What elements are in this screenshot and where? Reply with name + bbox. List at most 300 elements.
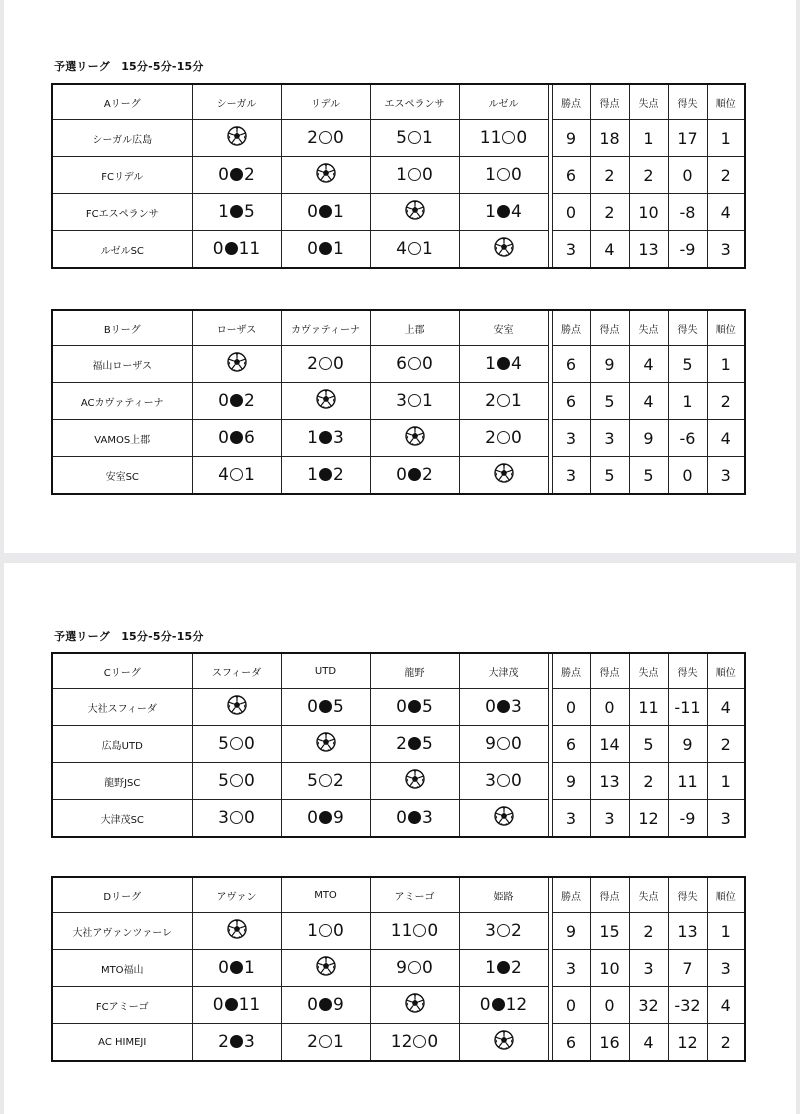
score-own: 0 — [212, 995, 224, 1015]
loss-dot-icon — [492, 998, 505, 1011]
stat-value: 3 — [590, 420, 629, 457]
stat-value: 4 — [590, 231, 629, 269]
table-row — [52, 950, 745, 987]
soccer-ball-icon — [316, 956, 336, 981]
soccer-ball-icon — [405, 426, 425, 451]
self-match-cell — [192, 913, 281, 950]
league-table — [51, 83, 746, 269]
score-opponent: 1 — [422, 128, 433, 148]
match-score — [281, 231, 370, 269]
stat-value: 2 — [590, 194, 629, 231]
win-circle-icon — [413, 924, 426, 937]
team-name: FCリデル — [52, 157, 192, 194]
loss-dot-icon — [230, 961, 243, 974]
self-match-cell — [192, 346, 281, 383]
score-own: 9 — [396, 958, 407, 978]
match-score — [370, 457, 459, 495]
loss-dot-icon — [230, 1035, 243, 1048]
stat-value: 10 — [629, 194, 668, 231]
win-circle-icon — [319, 357, 332, 370]
opponent-header: スフィーダ — [192, 653, 281, 689]
score-opponent: 0 — [427, 921, 439, 941]
stat-value: 11 — [629, 689, 668, 726]
match-score — [370, 120, 459, 157]
stat-value: 0 — [552, 987, 590, 1024]
score-opponent: 3 — [333, 428, 344, 448]
table-row — [52, 383, 745, 420]
soccer-ball-icon — [405, 769, 425, 794]
score-own: 0 — [307, 808, 318, 828]
match-score — [192, 800, 281, 838]
loss-dot-icon — [319, 700, 332, 713]
stat-value: 3 — [707, 457, 745, 495]
league-name: Aリーグ — [52, 84, 192, 120]
table-row — [52, 763, 745, 800]
opponent-header: ローザス — [192, 310, 281, 346]
loss-dot-icon — [319, 998, 332, 1011]
score-opponent: 0 — [333, 128, 344, 148]
match-score — [281, 120, 370, 157]
opponent-header: 龍野 — [370, 653, 459, 689]
win-circle-icon — [497, 394, 510, 407]
score-own: 0 — [218, 958, 229, 978]
stat-value: 17 — [668, 120, 707, 157]
score-opponent: 3 — [422, 808, 433, 828]
score-own: 0 — [307, 995, 318, 1015]
self-match-cell — [281, 157, 370, 194]
score-opponent: 1 — [244, 958, 255, 978]
loss-dot-icon — [230, 168, 243, 181]
match-score — [459, 157, 548, 194]
soccer-ball-icon — [494, 806, 514, 831]
team-name: 広島UTD — [52, 726, 192, 763]
stat-header: 得点 — [590, 877, 629, 913]
stat-value: 0 — [552, 689, 590, 726]
loss-dot-icon — [319, 242, 332, 255]
stat-value: 2 — [707, 726, 745, 763]
loss-dot-icon — [225, 242, 238, 255]
win-circle-icon — [319, 924, 332, 937]
team-name: 福山ローザス — [52, 346, 192, 383]
team-name: 大津茂SC — [52, 800, 192, 838]
score-own: 2 — [218, 1032, 229, 1052]
match-score — [370, 346, 459, 383]
league-table — [51, 876, 746, 1062]
score-opponent: 0 — [244, 734, 255, 754]
league-header-row — [52, 653, 745, 689]
stat-value: 13 — [668, 913, 707, 950]
score-own: 4 — [218, 465, 229, 485]
sheet-1 — [4, 0, 796, 553]
match-score — [459, 950, 548, 987]
score-own: 5 — [218, 734, 229, 754]
score-opponent: 0 — [427, 1032, 439, 1052]
self-match-cell — [281, 726, 370, 763]
team-name: ACカヴァティーナ — [52, 383, 192, 420]
match-score — [459, 763, 548, 800]
loss-dot-icon — [408, 811, 421, 824]
score-own: 1 — [307, 921, 318, 941]
self-match-cell — [370, 194, 459, 231]
soccer-ball-icon — [316, 732, 336, 757]
score-opponent: 0 — [511, 771, 522, 791]
score-own: 2 — [307, 354, 318, 374]
loss-dot-icon — [408, 700, 421, 713]
opponent-header: ルゼル — [459, 84, 548, 120]
stat-value: 5 — [590, 457, 629, 495]
stat-value: 9 — [552, 763, 590, 800]
stat-header: 順位 — [707, 310, 745, 346]
stat-header: 失点 — [629, 877, 668, 913]
stat-value: 3 — [707, 800, 745, 838]
stat-value: 9 — [629, 420, 668, 457]
team-name: MTO福山 — [52, 950, 192, 987]
table-row — [52, 457, 745, 495]
stat-value: 13 — [590, 763, 629, 800]
win-circle-icon — [319, 1035, 332, 1048]
score-own: 9 — [485, 734, 496, 754]
stat-value: 2 — [707, 157, 745, 194]
score-opponent: 0 — [422, 354, 433, 374]
score-opponent: 1 — [333, 202, 344, 222]
stat-value: 7 — [668, 950, 707, 987]
stat-value: 16 — [590, 1024, 629, 1062]
score-own: 3 — [218, 808, 229, 828]
score-opponent: 3 — [511, 697, 522, 717]
stat-value: 5 — [629, 457, 668, 495]
score-opponent: 0 — [333, 921, 344, 941]
score-own: 1 — [485, 354, 496, 374]
stat-value: -11 — [668, 689, 707, 726]
score-opponent: 0 — [244, 771, 255, 791]
stat-value: 3 — [707, 950, 745, 987]
match-score — [192, 420, 281, 457]
match-score — [281, 987, 370, 1024]
table-row — [52, 420, 745, 457]
match-score — [370, 950, 459, 987]
score-own: 0 — [218, 428, 229, 448]
sheet-heading: 予選リーグ 15分-5分-15分 — [54, 630, 204, 643]
self-match-cell — [192, 120, 281, 157]
stat-header: 順位 — [707, 653, 745, 689]
score-opponent: 3 — [244, 1032, 255, 1052]
score-opponent: 2 — [244, 165, 255, 185]
loss-dot-icon — [319, 468, 332, 481]
score-own: 5 — [218, 771, 229, 791]
stat-value: -9 — [668, 231, 707, 269]
stat-value: 2 — [590, 157, 629, 194]
loss-dot-icon — [497, 961, 510, 974]
team-name: 大社アヴァンツァーレ — [52, 913, 192, 950]
stat-header: 失点 — [629, 310, 668, 346]
self-match-cell — [370, 987, 459, 1024]
score-own: 11 — [479, 128, 502, 148]
league-header-row — [52, 84, 745, 120]
stat-header: 失点 — [629, 84, 668, 120]
self-match-cell — [281, 383, 370, 420]
score-opponent: 5 — [422, 734, 433, 754]
match-score — [459, 420, 548, 457]
match-score — [459, 689, 548, 726]
stat-header: 得失 — [668, 653, 707, 689]
loss-dot-icon — [497, 700, 510, 713]
win-circle-icon — [230, 811, 243, 824]
score-own: 11 — [390, 921, 413, 941]
match-score — [281, 1024, 370, 1062]
stat-header: 順位 — [707, 84, 745, 120]
score-own: 0 — [218, 165, 229, 185]
table-row — [52, 346, 745, 383]
stat-value: 3 — [590, 800, 629, 838]
stat-header: 得失 — [668, 310, 707, 346]
match-score — [192, 1024, 281, 1062]
stat-value: 4 — [707, 420, 745, 457]
loss-dot-icon — [230, 205, 243, 218]
stat-value: 3 — [552, 420, 590, 457]
match-score — [281, 457, 370, 495]
score-own: 2 — [485, 428, 496, 448]
score-opponent: 4 — [511, 202, 522, 222]
win-circle-icon — [230, 737, 243, 750]
stat-value: 3 — [629, 950, 668, 987]
match-score — [281, 800, 370, 838]
self-match-cell — [459, 800, 548, 838]
stat-value: 5 — [629, 726, 668, 763]
loss-dot-icon — [319, 811, 332, 824]
stat-value: 6 — [552, 1024, 590, 1062]
score-own: 2 — [307, 1032, 318, 1052]
score-opponent: 1 — [244, 465, 255, 485]
opponent-header: 安室 — [459, 310, 548, 346]
stat-value: 9 — [552, 913, 590, 950]
score-own: 1 — [485, 165, 496, 185]
sheet-heading: 予選リーグ 15分-5分-15分 — [54, 60, 204, 73]
match-score — [192, 157, 281, 194]
score-own: 0 — [396, 465, 407, 485]
league-table — [51, 309, 746, 495]
score-own: 2 — [396, 734, 407, 754]
opponent-header: シーガル — [192, 84, 281, 120]
soccer-ball-icon — [405, 993, 425, 1018]
team-name: FCエスペランサ — [52, 194, 192, 231]
score-own: 5 — [396, 128, 407, 148]
match-score — [459, 383, 548, 420]
score-opponent: 1 — [422, 391, 433, 411]
stat-value: -32 — [668, 987, 707, 1024]
opponent-header: エスペランサ — [370, 84, 459, 120]
stat-value: 3 — [552, 457, 590, 495]
stat-value: 4 — [629, 346, 668, 383]
stat-header: 得失 — [668, 877, 707, 913]
stat-value: 32 — [629, 987, 668, 1024]
win-circle-icon — [497, 774, 510, 787]
win-circle-icon — [319, 774, 332, 787]
match-score — [281, 689, 370, 726]
score-own: 3 — [485, 921, 496, 941]
stat-value: 4 — [707, 194, 745, 231]
match-score — [370, 383, 459, 420]
loss-dot-icon — [497, 357, 510, 370]
score-opponent: 11 — [238, 239, 261, 259]
stat-value: 9 — [590, 346, 629, 383]
table-row — [52, 987, 745, 1024]
opponent-header: MTO — [281, 877, 370, 913]
stat-value: 15 — [590, 913, 629, 950]
score-own: 3 — [396, 391, 407, 411]
match-score — [192, 383, 281, 420]
match-score — [370, 800, 459, 838]
score-opponent: 0 — [511, 428, 522, 448]
opponent-header: アヴァン — [192, 877, 281, 913]
soccer-ball-icon — [405, 200, 425, 225]
score-opponent: 0 — [511, 165, 522, 185]
self-match-cell — [370, 763, 459, 800]
team-name: 大社スフィーダ — [52, 689, 192, 726]
score-opponent: 2 — [511, 921, 522, 941]
score-own: 0 — [307, 239, 318, 259]
score-opponent: 1 — [333, 239, 344, 259]
stat-value: 2 — [629, 763, 668, 800]
stat-value: 18 — [590, 120, 629, 157]
stat-value: 4 — [707, 689, 745, 726]
win-circle-icon — [408, 168, 421, 181]
score-own: 0 — [218, 391, 229, 411]
loss-dot-icon — [230, 394, 243, 407]
stat-header: 得点 — [590, 84, 629, 120]
opponent-header: 大津茂 — [459, 653, 548, 689]
score-opponent: 2 — [244, 391, 255, 411]
table-row — [52, 231, 745, 269]
match-score — [192, 457, 281, 495]
table-row — [52, 120, 745, 157]
stat-header: 順位 — [707, 877, 745, 913]
league-header-row — [52, 310, 745, 346]
stat-value: -6 — [668, 420, 707, 457]
match-score — [192, 763, 281, 800]
table-row — [52, 194, 745, 231]
team-name: 安室SC — [52, 457, 192, 495]
win-circle-icon — [319, 131, 332, 144]
score-own: 0 — [396, 697, 407, 717]
team-name: AC HIMEJI — [52, 1024, 192, 1062]
score-opponent: 0 — [422, 165, 433, 185]
stat-header: 得失 — [668, 84, 707, 120]
stat-value: 1 — [668, 383, 707, 420]
stat-value: 9 — [668, 726, 707, 763]
opponent-header: リデル — [281, 84, 370, 120]
stat-value: 5 — [668, 346, 707, 383]
match-score — [281, 913, 370, 950]
stat-value: 4 — [629, 1024, 668, 1062]
opponent-header: 姫路 — [459, 877, 548, 913]
stat-value: 5 — [590, 383, 629, 420]
win-circle-icon — [497, 924, 510, 937]
soccer-ball-icon — [227, 919, 247, 944]
soccer-ball-icon — [316, 163, 336, 188]
stat-value: 0 — [668, 157, 707, 194]
stat-value: -8 — [668, 194, 707, 231]
stat-value: 13 — [629, 231, 668, 269]
match-score — [459, 913, 548, 950]
stat-header: 失点 — [629, 653, 668, 689]
self-match-cell — [459, 457, 548, 495]
win-circle-icon — [230, 468, 243, 481]
score-opponent: 5 — [422, 697, 433, 717]
league-header-row — [52, 877, 745, 913]
self-match-cell — [370, 420, 459, 457]
win-circle-icon — [497, 431, 510, 444]
match-score — [459, 194, 548, 231]
score-own: 0 — [479, 995, 491, 1015]
stat-header: 得点 — [590, 653, 629, 689]
score-own: 1 — [307, 465, 318, 485]
stat-header: 勝点 — [552, 877, 590, 913]
score-own: 2 — [307, 128, 318, 148]
match-score — [459, 987, 548, 1024]
table-row — [52, 726, 745, 763]
league-table — [51, 652, 746, 838]
stat-value: 6 — [552, 383, 590, 420]
table-row — [52, 689, 745, 726]
win-circle-icon — [497, 168, 510, 181]
stat-header: 勝点 — [552, 653, 590, 689]
score-own: 1 — [485, 202, 496, 222]
league-name: Cリーグ — [52, 653, 192, 689]
loss-dot-icon — [225, 998, 238, 1011]
stat-value: -9 — [668, 800, 707, 838]
stat-value: 1 — [707, 763, 745, 800]
stat-value: 6 — [552, 157, 590, 194]
win-circle-icon — [408, 961, 421, 974]
match-score — [281, 194, 370, 231]
score-opponent: 1 — [511, 391, 522, 411]
score-opponent: 2 — [511, 958, 522, 978]
loss-dot-icon — [319, 205, 332, 218]
stat-header: 得点 — [590, 310, 629, 346]
league-name: Dリーグ — [52, 877, 192, 913]
stat-value: 1 — [629, 120, 668, 157]
score-opponent: 1 — [333, 1032, 344, 1052]
stat-value: 10 — [590, 950, 629, 987]
soccer-ball-icon — [494, 1030, 514, 1055]
win-circle-icon — [408, 357, 421, 370]
score-opponent: 0 — [422, 958, 433, 978]
score-opponent: 9 — [333, 808, 344, 828]
score-opponent: 11 — [238, 995, 261, 1015]
self-match-cell — [459, 1024, 548, 1062]
stat-value: 14 — [590, 726, 629, 763]
opponent-header: 上郡 — [370, 310, 459, 346]
soccer-ball-icon — [494, 237, 514, 262]
match-score — [192, 231, 281, 269]
score-own: 6 — [396, 354, 407, 374]
stat-value: 0 — [590, 689, 629, 726]
score-own: 4 — [396, 239, 407, 259]
loss-dot-icon — [497, 205, 510, 218]
score-opponent: 5 — [333, 697, 344, 717]
team-name: ルゼルSC — [52, 231, 192, 269]
match-score — [459, 120, 548, 157]
match-score — [370, 689, 459, 726]
stat-header: 勝点 — [552, 84, 590, 120]
score-opponent: 0 — [333, 354, 344, 374]
match-score — [370, 157, 459, 194]
stat-value: 1 — [707, 346, 745, 383]
opponent-header: UTD — [281, 653, 370, 689]
score-opponent: 0 — [516, 128, 528, 148]
match-score — [370, 1024, 459, 1062]
stat-value: 0 — [552, 194, 590, 231]
